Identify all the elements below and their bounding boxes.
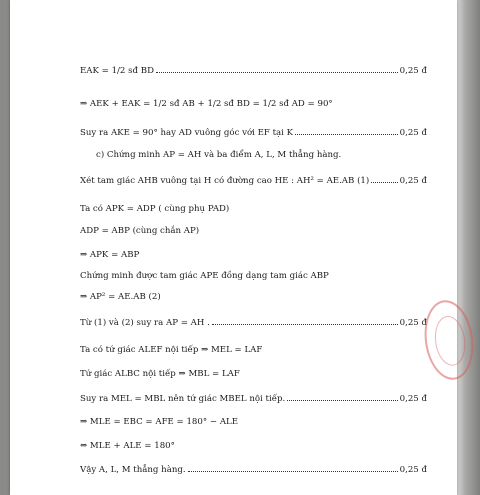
score-label: 0,25 đ — [399, 394, 427, 404]
line-text: ⇒ AEK + EAK = 1/2 sđ AB + 1/2 sđ BD = 1/2 sđ AD = 90° — [80, 99, 333, 109]
dot-leader — [212, 317, 398, 325]
dot-leader — [156, 65, 398, 73]
dot-leader — [188, 464, 398, 472]
solution-line-16 — [80, 441, 427, 452]
dot-leader — [287, 393, 397, 401]
line-text: Tứ giác ALBC nội tiếp ⇒ MBL = LAF — [80, 369, 240, 379]
line-text: Suy ra AKE = 90° hay AD vuông góc với EF tại K — [80, 128, 294, 138]
line-text: ⇒ APK = ABP — [80, 250, 140, 260]
solution-line-12 — [80, 345, 427, 356]
solution-line-1 — [80, 65, 427, 77]
line-text: Ta có tứ giác ALEF nội tiếp ⇒ MEL = LAF — [80, 345, 263, 355]
solution-line-6 — [80, 204, 427, 215]
line-text: Suy ra MEL = MBL nên tứ giác MBEL nội tiếp. — [80, 394, 286, 404]
dot-leader — [371, 175, 397, 183]
solution-line-10 — [80, 292, 427, 303]
stamp-inner-ring — [432, 314, 469, 368]
score-label: 0,25 đ — [399, 176, 427, 186]
line-text: Vậy A, L, M thẳng hàng. — [80, 465, 186, 475]
solution-line-3 — [80, 127, 427, 139]
solution-line-5 — [80, 175, 427, 187]
score-label: 0,25 đ — [399, 66, 427, 76]
score-label: 0,25 đ — [399, 465, 427, 475]
score-label: 0,25 đ — [399, 128, 427, 138]
solution-line-11 — [80, 317, 427, 329]
line-text: Ta có APK = ADP ( cùng phụ PAD) — [80, 204, 230, 214]
solution-line-2 — [80, 99, 427, 110]
solution-line-8 — [80, 250, 427, 261]
page-edge-shadow — [457, 0, 480, 495]
solution-line-15 — [80, 417, 427, 428]
line-text: c) Chứng minh AP = AH và ba điểm A, L, M thẳng hàng. — [96, 150, 342, 160]
solution-line-17 — [80, 464, 427, 476]
line-text: ADP = ABP (cùng chắn AP) — [80, 226, 200, 236]
dot-leader — [295, 127, 398, 135]
line-text: Từ (1) và (2) suy ra AP = AH . — [80, 318, 210, 328]
line-text: ⇒ MLE = EBC = AFE = 180° − ALE — [80, 417, 239, 427]
solution-line-14 — [80, 393, 427, 405]
solution-line-9 — [80, 271, 427, 282]
score-label: 0,25 đ — [399, 318, 427, 328]
document-page — [10, 0, 457, 495]
line-text: ⇔ MLE + ALE = 180° — [80, 441, 175, 451]
solution-line-13 — [80, 369, 427, 380]
part-c-heading — [96, 150, 427, 161]
line-text: Xét tam giác AHB vuông tại H có đường cao HE : AH² = AE.AB (1) — [80, 176, 370, 186]
line-text: EAK = 1/2 sđ BD — [80, 66, 154, 76]
solution-line-7 — [80, 226, 427, 237]
line-text: Chứng minh được tam giác APE đồng dạng tam giác ABP — [80, 271, 329, 281]
line-text: ⇒ AP² = AE.AB (2) — [80, 292, 161, 302]
